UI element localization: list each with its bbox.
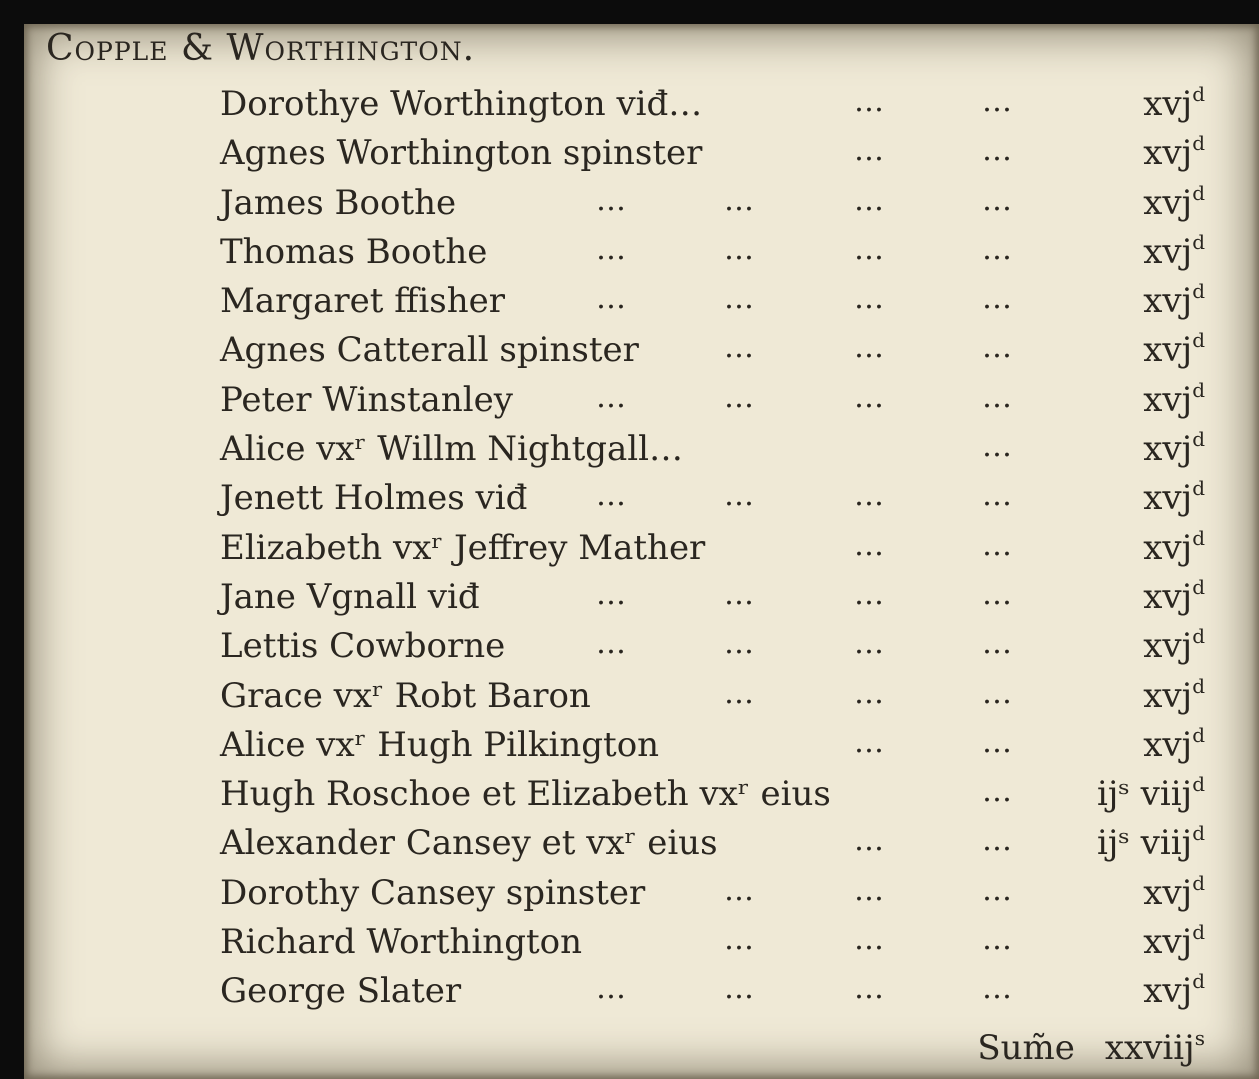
leader-dots: … — [982, 133, 1012, 169]
entry-amount-value: xvj — [1143, 724, 1193, 765]
leader-dots: … — [982, 724, 1012, 760]
leader-dots: … — [854, 872, 884, 908]
table-row — [24, 722, 1259, 774]
entry-amount — [1143, 377, 1205, 420]
leader-dots: … — [854, 84, 884, 119]
leader-dots: … — [854, 281, 884, 317]
leader-dots: … — [982, 922, 1012, 958]
entry-amount-sup: d — [1192, 279, 1205, 304]
leader-dots: … — [982, 429, 1012, 465]
leader-dots: … — [982, 527, 1012, 563]
leader-dots: … — [982, 182, 1012, 218]
entry-amount — [1097, 774, 1205, 814]
leader-dots: … — [982, 971, 1012, 1007]
entry-amount-sup: d — [1192, 624, 1205, 649]
table-row — [24, 922, 1259, 971]
entry-list — [24, 84, 1259, 1021]
leader-dots: … — [596, 576, 626, 612]
entry-amount-value: xvj — [1143, 576, 1193, 617]
entry-name: Elizabeth vxʳ Jeffrey Mather — [220, 527, 706, 568]
leader-dots: … — [724, 281, 754, 317]
entry-amount-value: ijˢ viij — [1097, 823, 1193, 864]
leader-dots: … — [854, 675, 884, 711]
entry-amount-sup: d — [1192, 377, 1205, 402]
entry-amount — [1143, 922, 1205, 962]
leader-dots: … — [724, 576, 754, 612]
leader-dots: … — [854, 330, 884, 366]
total-label: Sum̃e — [977, 1028, 1075, 1068]
entry-amount-sup: d — [1192, 476, 1205, 501]
entry-amount — [1143, 525, 1205, 568]
entry-name: Alice vxʳ Hugh Pilkington — [220, 724, 660, 765]
leader-dots: … — [724, 330, 754, 366]
entry-amount-sup: d — [1192, 673, 1205, 698]
leader-dots: … — [724, 182, 754, 218]
entry-amount-value: xvj — [1143, 330, 1193, 371]
leader-dots: … — [596, 231, 626, 267]
total-row — [977, 1028, 1205, 1068]
entry-name: Hugh Roschoe et Elizabeth vxʳ eius — [220, 774, 831, 815]
entry-amount — [1143, 722, 1205, 765]
entry-amount-sup: d — [1192, 969, 1205, 994]
table-row — [24, 281, 1259, 330]
entry-name: Jenett Holmes viđ — [220, 478, 528, 519]
entry-name: Peter Winstanley — [220, 379, 513, 420]
entry-amount-sup: d — [1192, 574, 1205, 599]
table-row — [24, 330, 1259, 379]
entry-amount — [1143, 330, 1205, 370]
leader-dots: … — [982, 330, 1012, 366]
entry-name: Dorothy Cansey spinster — [220, 872, 646, 913]
entry-amount — [1143, 180, 1205, 223]
leader-dots: … — [724, 971, 754, 1007]
leader-dots: … — [982, 872, 1012, 908]
table-row — [24, 133, 1259, 182]
leader-dots: … — [724, 379, 754, 415]
table-row — [24, 971, 1259, 1020]
entry-amount-sup: d — [1192, 920, 1205, 945]
entry-amount-value: xvj — [1143, 527, 1193, 568]
entry-name: James Boothe — [220, 182, 457, 223]
leader-dots: … — [596, 379, 626, 415]
entry-amount-value: ijˢ viij — [1097, 774, 1193, 815]
entry-name: Thomas Boothe — [220, 231, 488, 272]
entry-name: Alice vxʳ Willm Nightgall… — [220, 429, 684, 470]
leader-dots: … — [982, 675, 1012, 711]
leader-dots: … — [982, 774, 1012, 810]
entry-amount-sup: d — [1192, 722, 1205, 747]
entry-amount-sup: d — [1192, 328, 1205, 353]
table-row — [24, 84, 1259, 133]
leader-dots: … — [854, 527, 884, 563]
entry-amount-sup: d — [1192, 525, 1205, 550]
document-page — [24, 24, 1259, 1079]
leader-dots: … — [596, 281, 626, 317]
entry-amount-sup: d — [1192, 180, 1205, 205]
leader-dots: … — [724, 922, 754, 958]
leader-dots: … — [724, 675, 754, 711]
entry-amount-value: xvj — [1143, 872, 1193, 913]
table-row — [24, 626, 1259, 675]
entry-amount — [1143, 673, 1205, 716]
table-row — [24, 673, 1259, 725]
leader-dots: … — [854, 478, 884, 514]
leader-dots: … — [982, 626, 1012, 662]
page-heading: Copple & Worthington. — [46, 28, 476, 69]
entry-amount-value: xvj — [1143, 182, 1193, 223]
entry-amount-sup: d — [1192, 427, 1205, 452]
entry-name: Jane Vgnall viđ — [220, 576, 480, 617]
table-row — [24, 823, 1259, 872]
entry-name: Margaret ffisher — [220, 281, 505, 322]
leader-dots: … — [982, 823, 1012, 859]
leader-dots: … — [724, 626, 754, 662]
entry-name: Richard Worthington — [220, 922, 582, 963]
entry-name: Agnes Catterall spinster — [220, 330, 639, 371]
entry-amount-value: xvj — [1143, 133, 1193, 174]
entry-name: Lettis Cowborne — [220, 626, 506, 667]
entry-amount-value: xvj — [1143, 281, 1193, 322]
entry-amount-sup: d — [1192, 772, 1205, 797]
table-row — [24, 525, 1259, 577]
table-row — [24, 429, 1259, 478]
table-row — [24, 377, 1259, 429]
table-row — [24, 574, 1259, 626]
table-row — [24, 870, 1259, 922]
entry-amount — [1143, 574, 1205, 617]
entry-amount — [1143, 971, 1205, 1011]
entry-amount — [1143, 870, 1205, 913]
entry-amount — [1143, 229, 1205, 272]
leader-dots: … — [854, 971, 884, 1007]
entry-amount-sup: d — [1192, 870, 1205, 895]
entry-amount — [1143, 429, 1205, 469]
total-amount: xxviij — [1104, 1028, 1195, 1068]
leader-dots: … — [596, 626, 626, 662]
entry-amount-value: xvj — [1143, 922, 1193, 963]
table-row — [24, 229, 1259, 281]
entry-amount — [1143, 84, 1205, 124]
leader-dots: … — [596, 478, 626, 514]
leader-dots: … — [854, 922, 884, 958]
leader-dots: … — [854, 133, 884, 169]
leader-dots: … — [724, 231, 754, 267]
leader-dots: … — [982, 281, 1012, 317]
entry-amount-value: xvj — [1143, 84, 1193, 124]
leader-dots: … — [982, 576, 1012, 612]
entry-amount-value: xvj — [1143, 478, 1193, 519]
table-row — [24, 180, 1259, 232]
entry-amount — [1097, 823, 1205, 863]
leader-dots: … — [596, 182, 626, 218]
leader-dots: … — [854, 379, 884, 415]
total-amount-sup: s — [1194, 1026, 1205, 1050]
leader-dots: … — [982, 84, 1012, 119]
leader-dots: … — [854, 576, 884, 612]
entry-amount-value: xvj — [1143, 626, 1193, 667]
leader-dots: … — [982, 478, 1012, 514]
leader-dots: … — [854, 231, 884, 267]
leader-dots: … — [854, 182, 884, 218]
entry-amount-value: xvj — [1143, 379, 1193, 420]
leader-dots: … — [982, 231, 1012, 267]
entry-name: Alexander Cansey et vxʳ eius — [220, 823, 718, 864]
entry-amount — [1143, 626, 1205, 666]
entry-amount-sup: d — [1192, 82, 1205, 106]
entry-amount-sup: d — [1192, 821, 1205, 846]
entry-name: Dorothye Worthington viđ… — [220, 84, 703, 124]
leader-dots: … — [854, 823, 884, 859]
table-row — [24, 478, 1259, 527]
table-row — [24, 774, 1259, 823]
entry-amount-sup: d — [1192, 131, 1205, 156]
entry-amount-value: xvj — [1143, 231, 1193, 272]
entry-amount — [1143, 478, 1205, 518]
entry-amount-sup: d — [1192, 229, 1205, 254]
leader-dots: … — [982, 379, 1012, 415]
leader-dots: … — [854, 724, 884, 760]
entry-name: Agnes Worthington spinster — [220, 133, 703, 174]
leader-dots: … — [854, 626, 884, 662]
entry-amount — [1143, 281, 1205, 321]
leader-dots: … — [596, 971, 626, 1007]
leader-dots: … — [724, 478, 754, 514]
entry-amount-value: xvj — [1143, 971, 1193, 1012]
entry-name: George Slater — [220, 971, 462, 1012]
leader-dots: … — [724, 872, 754, 908]
entry-amount-value: xvj — [1143, 675, 1193, 716]
entry-amount-value: xvj — [1143, 429, 1193, 470]
entry-amount — [1143, 133, 1205, 173]
entry-name: Grace vxʳ Robt Baron — [220, 675, 591, 716]
